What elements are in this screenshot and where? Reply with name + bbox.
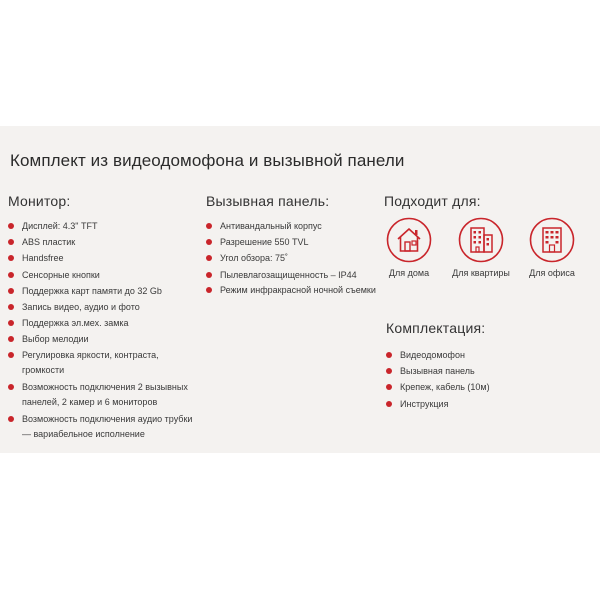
bullet-icon — [386, 368, 392, 374]
bullet-icon — [8, 416, 14, 422]
list-item: Пылевлагозащищенность – IP44 — [206, 267, 376, 283]
page-title: Комплект из видеодомофона и вызывной панели — [10, 151, 405, 170]
bullet-icon — [206, 287, 212, 293]
suit-label: Для квартиры — [452, 268, 510, 278]
bullet-icon — [8, 223, 14, 229]
list-item: Поддержка эл.мех. замка — [8, 315, 198, 331]
bullet-icon — [206, 255, 212, 261]
list-item: Угол обзора: 75˚ — [206, 250, 376, 266]
office-building-icon — [529, 217, 575, 263]
bullet-icon — [8, 288, 14, 294]
list-item: Возможность подключения аудио трубки — вариабельное исполнение — [8, 412, 200, 442]
bullet-icon — [8, 384, 14, 390]
bullet-icon — [8, 336, 14, 342]
list-item: Дисплей: 4.3" TFT — [8, 218, 198, 234]
monitor-list — [8, 218, 198, 442]
call-panel-heading: Вызывная панель: — [206, 193, 330, 209]
bullet-icon — [206, 272, 212, 278]
monitor-heading: Монитор: — [8, 193, 71, 209]
list-item: Инструкция — [386, 396, 586, 412]
kit-section — [386, 320, 586, 412]
kit-heading: Комплектация: — [386, 320, 486, 336]
bullet-icon — [206, 223, 212, 229]
list-item: Handsfree — [8, 250, 198, 266]
bullet-icon — [8, 255, 14, 261]
list-item: Видеодомофон — [386, 347, 586, 363]
list-item: Выбор мелодии — [8, 331, 198, 347]
bullet-icon — [8, 320, 14, 326]
suit-label: Для офиса — [529, 268, 575, 278]
list-item: ABS пластик — [8, 234, 198, 250]
suit-office — [522, 217, 582, 278]
list-item: Поддержка карт памяти до 32 Gb — [8, 283, 198, 299]
list-item: Регулировка яркости, контраста, громкости — [8, 348, 172, 378]
bullet-icon — [206, 239, 212, 245]
list-item: Антивандальный корпус — [206, 218, 376, 234]
suitable-heading: Подходит для: — [384, 193, 481, 209]
list-item: Крепеж, кабель (10м) — [386, 379, 586, 395]
bullet-icon — [8, 239, 14, 245]
apartment-building-icon — [458, 217, 504, 263]
house-icon — [386, 217, 432, 263]
list-item: Сенсорные кнопки — [8, 267, 198, 283]
list-item: Возможность подключения 2 вызывных панелей, 2 камер и 6 мониторов — [8, 380, 204, 410]
bullet-icon — [8, 304, 14, 310]
suit-home — [379, 217, 439, 278]
bullet-icon — [386, 401, 392, 407]
bullet-icon — [8, 272, 14, 278]
suit-apartment — [451, 217, 511, 278]
list-item: Запись видео, аудио и фото — [8, 299, 198, 315]
call-panel-list — [206, 218, 376, 298]
list-item: Вызывная панель — [386, 363, 586, 379]
bullet-icon — [386, 384, 392, 390]
suit-label: Для дома — [388, 268, 430, 278]
monitor-section — [8, 193, 198, 444]
bullet-icon — [386, 352, 392, 358]
list-item: Режим инфракрасной ночной съемки — [206, 283, 380, 298]
kit-list — [386, 347, 586, 412]
bullet-icon — [8, 352, 14, 358]
list-item: Разрешение 550 TVL — [206, 234, 376, 250]
call-panel-section — [206, 193, 376, 300]
suitable-section — [384, 193, 594, 209]
